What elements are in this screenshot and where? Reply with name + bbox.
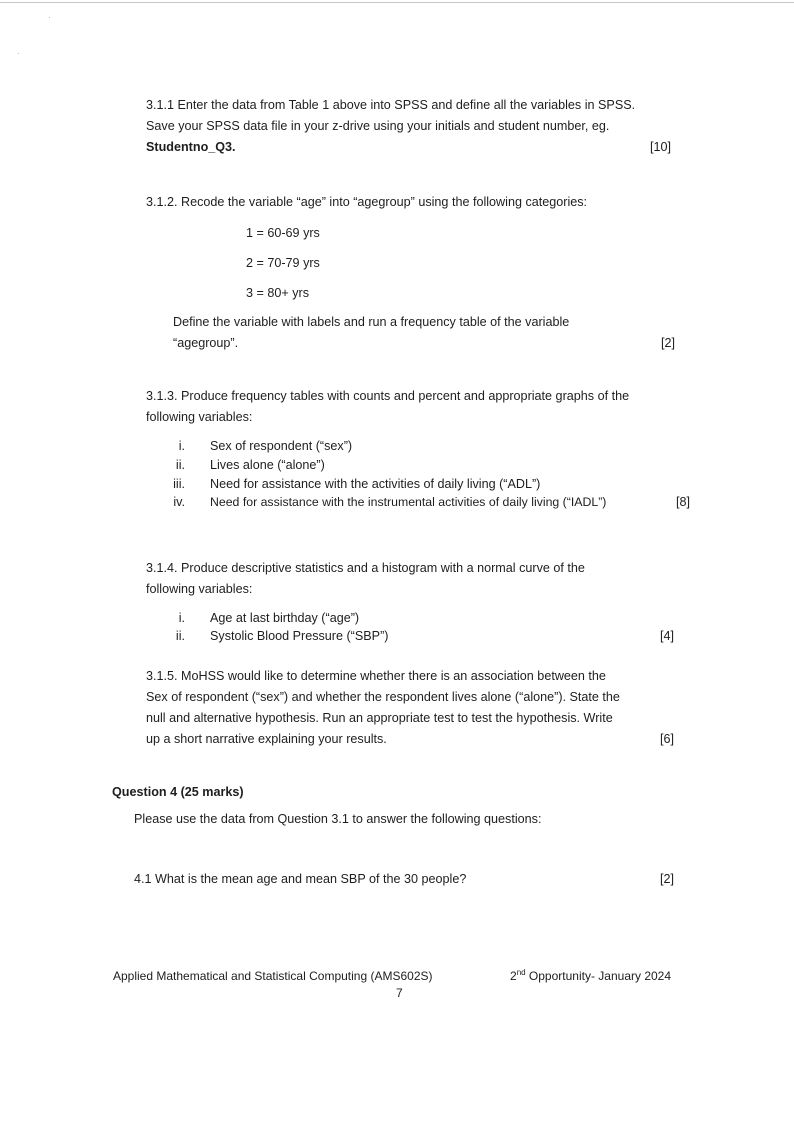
question-3-1-2-task-line1: Define the variable with labels and run a frequency table of the variable	[173, 315, 570, 329]
question-3-1-5-line1: 3.1.5. MoHSS would like to determine whether there is an association between the	[146, 669, 606, 683]
footer-opportunity-number: 2	[510, 969, 517, 983]
list-text: Need for assistance with the instrumental activities of daily living (“IADL”)	[210, 495, 607, 509]
footer-course: Applied Mathematical and Statistical Computing (AMS602S)	[113, 969, 433, 983]
agegroup-category-3: 3 = 80+ yrs	[246, 286, 310, 300]
agegroup-category-2: 2 = 70-79 yrs	[246, 256, 320, 270]
marks-3-1-1: [10]	[649, 140, 671, 154]
list-number: i.	[178, 611, 185, 625]
question-3-1-1-line2: Save your SPSS data file in your z-drive using your initials and student number, eg.	[146, 119, 610, 133]
list-text: Lives alone (“alone”)	[210, 458, 325, 472]
filename-example: Studentno_Q3.	[146, 140, 236, 154]
marks-3-1-2: [2]	[660, 336, 675, 350]
question-3-1-2-task-line2	[173, 333, 675, 354]
footer-opportunity	[510, 966, 671, 987]
question-4-heading: Question 4 (25 marks)	[112, 785, 244, 799]
question-3-1-1-line1: 3.1.1 Enter the data from Table 1 above into SPSS and define all the variables in SPSS.	[146, 98, 636, 112]
list-number: ii.	[175, 629, 185, 643]
footer-opportunity-text: Opportunity- January 2024	[525, 969, 672, 983]
question-3-1-3-list	[165, 436, 690, 516]
list-text: Sex of respondent (“sex”)	[210, 439, 353, 453]
question-3-1-4-list	[165, 608, 674, 648]
question-3-1-2-task	[173, 312, 675, 354]
question-3-1-3-line2: following variables:	[146, 410, 253, 424]
question-3-1-4-line2: following variables:	[146, 582, 253, 596]
question-3-1-5	[146, 666, 676, 750]
footer-opportunity-suffix: nd	[516, 968, 526, 977]
list-text: Need for assistance with the activities of daily living (“ADL”)	[210, 477, 541, 491]
marks-4-1: [2]	[659, 872, 674, 886]
question-4-1	[134, 869, 674, 890]
question-3-1-4	[146, 558, 676, 600]
question-3-1-3-line1: 3.1.3. Produce frequency tables with counts and percent and appropriate graphs of the	[146, 389, 630, 403]
question-4-instruction: Please use the data from Question 3.1 to answer the following questions:	[134, 812, 542, 826]
list-number: iii.	[173, 477, 185, 491]
question-3-1-4-line1: 3.1.4. Produce descriptive statistics and a histogram with a normal curve of the	[146, 561, 585, 575]
list-number: iv.	[173, 495, 185, 509]
question-3-1-1-line3	[146, 137, 676, 158]
question-3-1-3	[146, 386, 691, 428]
question-3-1-1	[146, 95, 676, 158]
scan-speck: ·	[17, 49, 20, 58]
page-number: 7	[396, 986, 403, 1000]
list-number: i.	[178, 439, 185, 453]
list-text: Systolic Blood Pressure (“SBP”)	[210, 629, 389, 643]
marks-3-1-3: [8]	[675, 495, 690, 509]
question-3-1-5-line2: Sex of respondent (“sex”) and whether the respondent lives alone (“alone”). State the	[146, 690, 620, 704]
list-number: ii.	[175, 458, 185, 472]
scan-speck: ·	[48, 13, 51, 22]
question-3-1-5-line4-text: up a short narrative explaining your results.	[146, 732, 387, 746]
question-3-1-2-intro: 3.1.2. Recode the variable “age” into “agegroup” using the following categories:	[146, 195, 588, 209]
list-text: Age at last birthday (“age”)	[210, 611, 360, 625]
question-4-1-text: 4.1 What is the mean age and mean SBP of the 30 people?	[134, 872, 467, 886]
question-3-1-5-line3: null and alternative hypothesis. Run an appropriate test to test the hypothesis. Write	[146, 711, 613, 725]
marks-3-1-4: [4]	[659, 629, 674, 643]
agegroup-category-1: 1 = 60-69 yrs	[246, 226, 320, 240]
top-edge-line	[0, 2, 794, 3]
question-3-1-5-line4	[146, 729, 676, 750]
agegroup-text: “agegroup”.	[173, 336, 239, 350]
marks-3-1-5: [6]	[659, 732, 674, 746]
